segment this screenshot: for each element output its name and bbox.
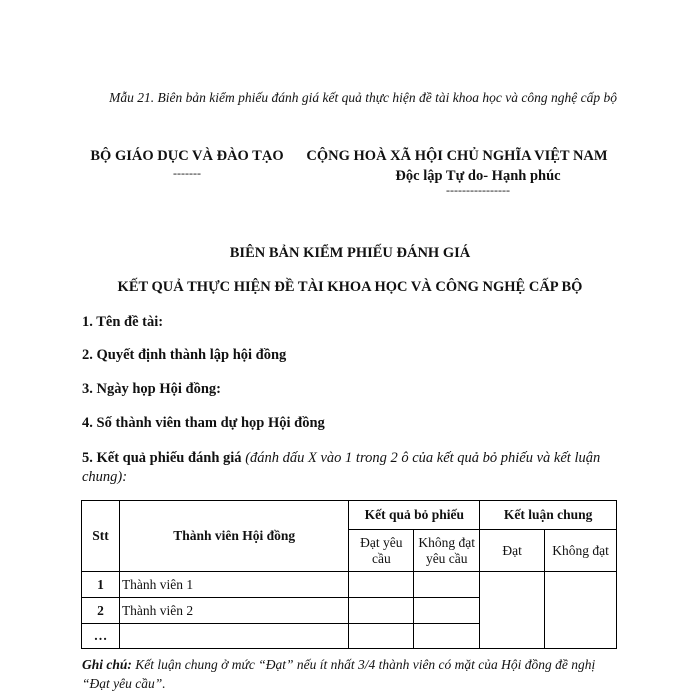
item-vote-result xyxy=(82,449,622,487)
footnote-label: Ghi chú: xyxy=(82,657,132,672)
table-row xyxy=(82,572,617,598)
header-conclusion-fail: Không đạt xyxy=(545,530,617,572)
document-subtitle: KẾT QUẢ THỰC HIỆN ĐỀ TÀI KHOA HỌC VÀ CÔNG NGHỆ CẤP BỘ xyxy=(117,279,583,295)
header-left xyxy=(82,148,292,179)
item-decision: 2. Quyết định thành lập hội đồng xyxy=(82,347,287,363)
header-pass-line1: Đạt yêu xyxy=(360,534,403,550)
nation-name: CỘNG HOÀ XÃ HỘI CHỦ NGHĨA VIỆT NAM xyxy=(306,148,608,164)
vote-pass-cell xyxy=(349,624,414,649)
header-pass xyxy=(349,530,414,572)
header-fail-line1: Không đạt xyxy=(418,534,476,550)
form-title: Mẫu 21. Biên bản kiểm phiếu đánh giá kết quả thực hiện đề tài khoa học và công nghệ cấp bộ xyxy=(109,90,617,105)
header-fail-line2: yêu cầu xyxy=(425,550,468,566)
header-stt: Stt xyxy=(82,501,120,572)
ministry-separator: ------- xyxy=(173,166,201,180)
header-member: Thành viên Hội đồng xyxy=(119,501,348,572)
row-member: Thành viên 1 xyxy=(119,572,348,598)
document-title: BIÊN BẢN KIỂM PHIẾU ĐÁNH GIÁ xyxy=(229,245,471,261)
header-fail xyxy=(414,530,480,572)
row-stt: 1 xyxy=(82,572,120,598)
row-member xyxy=(119,624,348,649)
item-member-count: 4. Số thành viên tham dự họp Hội đồng xyxy=(82,415,325,431)
item-vote-result-note: (đánh dấu X vào 1 trong 2 ô của kết quả bỏ phiếu và kết luận chung): xyxy=(82,450,601,485)
row-stt: 2 xyxy=(82,598,120,624)
header-conclusion-pass: Đạt xyxy=(480,530,545,572)
footnote-text: Kết luận chung ở mức “Đạt” nếu ít nhất 3/4 thành viên có mặt của Hội đồng đề nghị “Đạt yêu cầu”. xyxy=(82,657,596,691)
ministry-name: BỘ GIÁO DỤC VÀ ĐÀO TẠO xyxy=(90,148,284,164)
row-member: Thành viên 2 xyxy=(119,598,348,624)
header-conclusion: Kết luận chung xyxy=(480,501,617,530)
item-vote-result-label: 5. Kết quả phiếu đánh giá xyxy=(82,450,242,466)
row-stt: … xyxy=(82,624,120,649)
footnote xyxy=(82,655,622,693)
nation-motto: Độc lập Tự do- Hạnh phúc xyxy=(395,168,561,184)
vote-table xyxy=(81,500,617,649)
item-meeting-date: 3. Ngày họp Hội đồng: xyxy=(82,381,221,397)
vote-pass-cell xyxy=(349,572,414,598)
vote-pass-cell xyxy=(349,598,414,624)
conclusion-fail-cell xyxy=(545,572,617,649)
conclusion-pass-cell xyxy=(480,572,545,649)
nation-separator: ---------------- xyxy=(446,183,510,197)
item-topic-name: 1. Tên đề tài: xyxy=(82,314,164,330)
header-votes: Kết quả bỏ phiếu xyxy=(349,501,480,530)
vote-fail-cell xyxy=(414,624,480,649)
header-right xyxy=(302,148,612,195)
header-pass-line2: cầu xyxy=(371,550,391,566)
vote-fail-cell xyxy=(414,598,480,624)
vote-fail-cell xyxy=(414,572,480,598)
